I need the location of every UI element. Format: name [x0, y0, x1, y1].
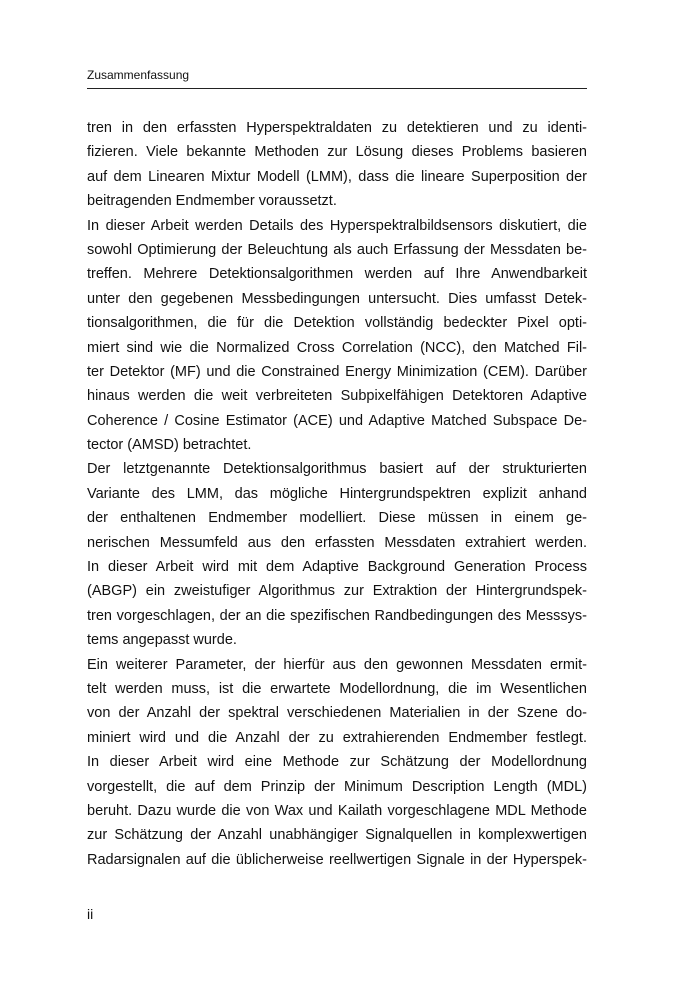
text-line: tren in den erfassten Hyperspektraldaten zu detektieren und zu identi-	[87, 120, 587, 136]
text-line: von der Anzahl der spektral verschiedenen Materialien in der Szene do-	[87, 705, 587, 722]
text-line: hinaus werden die weit verbreiteten Subpixelfähigen Detektoren Adaptive	[87, 388, 587, 405]
text-line: Radarsignalen auf die üblicherweise reellwertigen Signale in der Hyperspek-	[87, 851, 587, 868]
page-number: ii	[87, 906, 94, 922]
text-line: (ABGP) ein zweistufiger Algorithmus zur Extraktion der Hintergrundspek-	[87, 583, 587, 600]
text-line: beitragenden Endmember voraussetzt.	[87, 193, 337, 210]
text-line: miert sind wie die Normalized Cross Correlation (NCC), den Matched Fil-	[87, 339, 587, 356]
text-line: In dieser Arbeit wird eine Methode zur Schätzung der Modellordnung	[87, 754, 587, 771]
body-text	[87, 116, 587, 872]
text-line: telt werden muss, ist die erwartete Modellordnung, die im Wesentlichen	[87, 680, 587, 697]
text-line: Ein weiterer Parameter, der hierfür aus den gewonnen Messdaten ermit-	[87, 656, 587, 673]
text-line: tionsalgorithmen, die für die Detektion vollständig bedeckter Pixel opti-	[87, 315, 587, 332]
text-line: sowohl Optimierung der Beleuchtung als auch Erfassung der Messdaten be-	[87, 241, 587, 258]
text-line: Coherence / Cosine Estimator (ACE) und Adaptive Matched Subspace De-	[87, 412, 587, 429]
text-line: treffen. Mehrere Detektionsalgorithmen werden auf Ihre Anwendbarkeit	[87, 266, 587, 283]
running-header: Zusammenfassung	[87, 68, 190, 82]
text-line: ter Detektor (MF) und die Constrained Energy Minimization (CEM). Darüber	[87, 363, 587, 380]
text-line: In dieser Arbeit werden Details des Hyperspektralbildsensors diskutiert, die	[87, 217, 587, 234]
text-line: fizieren. Viele bekannte Methoden zur Lösung dieses Problems basieren	[87, 144, 587, 161]
text-line: tren vorgeschlagen, der an die spezifischen Randbedingungen des Messsys-	[87, 607, 587, 624]
text-line: unter den gegebenen Messbedingungen untersucht. Dies umfasst Detek-	[87, 290, 587, 307]
text-line: tems angepasst wurde.	[87, 632, 237, 649]
text-line: tector (AMSD) betrachtet.	[87, 437, 252, 454]
text-line: der enthaltenen Endmember modelliert. Diese müssen in einem ge-	[87, 510, 587, 527]
header-rule	[87, 88, 587, 89]
text-line: vorgestellt, die auf dem Prinzip der Minimum Description Length (MDL)	[87, 778, 587, 795]
text-line: Der letztgenannte Detektionsalgorithmus basiert auf der strukturierten	[87, 461, 587, 478]
text-line: zur Schätzung der Anzahl unabhängiger Signalquellen in komplexwertigen	[87, 827, 587, 844]
text-line: nerischen Messumfeld aus den erfassten Messdaten extrahiert werden.	[87, 534, 587, 551]
text-line: miniert wird und die Anzahl der zu extrahierenden Endmember festlegt.	[87, 729, 587, 746]
text-line: beruht. Dazu wurde die von Wax und Kailath vorgeschlagene MDL Methode	[87, 802, 587, 819]
text-line: Variante des LMM, das mögliche Hintergrundspektren explizit anhand	[87, 485, 587, 502]
text-line: auf dem Linearen Mixtur Modell (LMM), dass die lineare Superposition der	[87, 168, 587, 185]
text-line: In dieser Arbeit wird mit dem Adaptive Background Generation Process	[87, 559, 587, 576]
